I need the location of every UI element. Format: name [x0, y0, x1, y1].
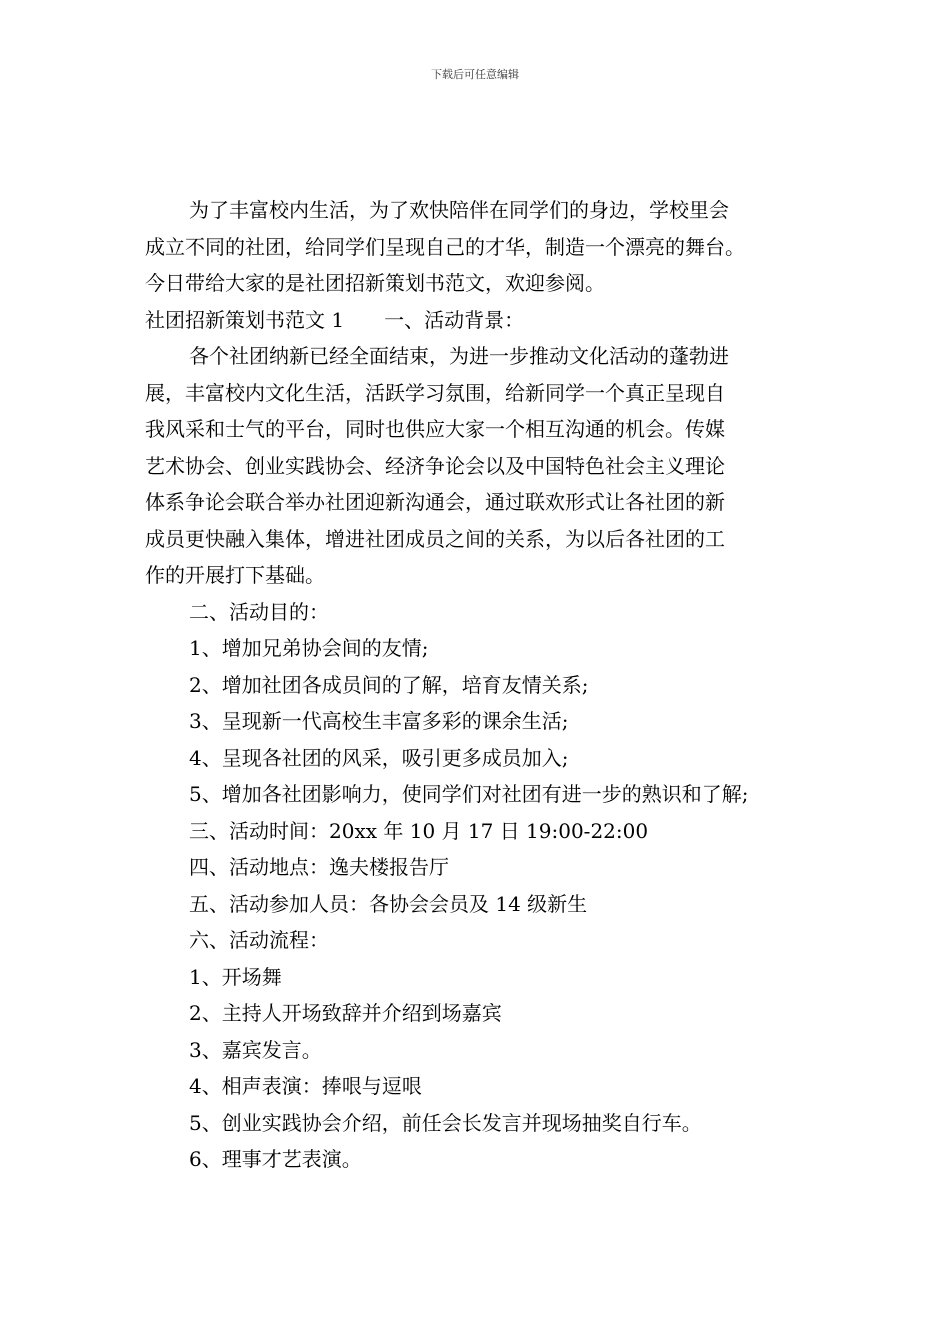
background-line: 作的开展打下基础。: [145, 563, 325, 587]
background-line: 艺术协会、创业实践协会、经济争论会以及中国特色社会主义理论: [145, 453, 725, 478]
purpose-item: 1、增加兄弟协会间的友情;: [189, 636, 429, 660]
article-title: 社团招新策划书范文 1: [145, 307, 345, 332]
purpose-item: 4、呈现各社团的风采，吸引更多成员加入;: [189, 745, 569, 770]
background-paragraph: [145, 338, 825, 594]
flow-section: [145, 922, 825, 1178]
document-body: [145, 192, 825, 1178]
activity-time: 三、活动时间：20xx 年 10 月 17 日 19:00-22:00: [189, 818, 649, 843]
flow-item: 2、主持人开场致辞并介绍到场嘉宾: [189, 1001, 502, 1025]
flow-item: 4、相声表演：捧哏与逗哏: [189, 1074, 422, 1098]
page-header-note: 下载后可任意编辑: [431, 68, 519, 81]
purpose-item: 5、增加各社团影响力，使同学们对社团有进一步的熟识和了解;: [189, 782, 749, 806]
intro-line: 成立不同的社团，给同学们呈现自己的才华，制造一个漂亮的舞台。: [145, 234, 745, 259]
background-line: 成员更快融入集体，增进社团成员之间的关系，为以后各社团的工: [145, 526, 725, 551]
flow-item: 5、创业实践协会介绍，前任会长发言并现场抽奖自行车。: [189, 1110, 702, 1135]
section-heading-flow: 六、活动流程：: [189, 928, 329, 952]
background-line: 体系争论会联合举办社团迎新沟通会，通过联欢形式让各社团的新: [145, 490, 725, 514]
purpose-item: 2、增加社团各成员间的了解，培育友情关系;: [189, 672, 589, 697]
flow-item: 3、嘉宾发言。: [189, 1037, 322, 1062]
flow-item: 6、理事才艺表演。: [189, 1147, 362, 1171]
purpose-section: [145, 594, 825, 813]
activity-participants: 五、活动参加人员：各协会会员及 14 级新生: [189, 891, 588, 916]
activity-place: 四、活动地点：逸夫楼报告厅: [189, 855, 449, 879]
purpose-item: 3、呈现新一代高校生丰富多彩的课余生活;: [189, 709, 569, 733]
background-line: 展，丰富校内文化生活，活跃学习氛围，给新同学一个真正呈现自: [145, 380, 725, 405]
intro-line: 今日带给大家的是社团招新策划书范文，欢迎参阅。: [145, 271, 605, 295]
background-line: 各个社团纳新已经全面结束，为进一步推动文化活动的蓬勃进: [189, 344, 729, 368]
intro-line: 为了丰富校内生活，为了欢快陪伴在同学们的身边，学校里会: [189, 198, 729, 222]
flow-item: 1、开场舞: [189, 964, 282, 989]
intro-paragraph: [145, 192, 825, 302]
background-line: 我风采和士气的平台，同时也供应大家一个相互沟通的机会。传媒: [145, 417, 725, 441]
section-heading-background: 一、活动背景：: [384, 307, 525, 332]
section-heading-purpose: 二、活动目的：: [189, 599, 329, 624]
article-title-line: [145, 302, 825, 339]
